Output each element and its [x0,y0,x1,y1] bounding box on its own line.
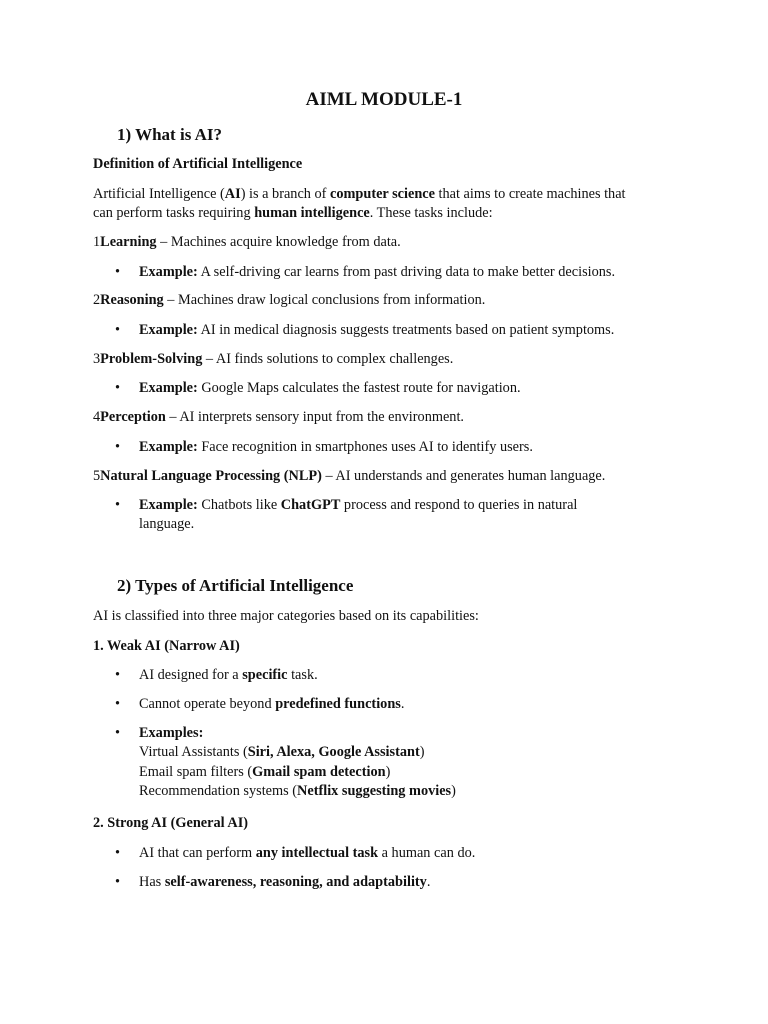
intro-line-2: can perform tasks requiring human intelligence. These tasks include: [93,205,493,221]
bullet-icon: • [115,439,121,455]
section2-heading: 2) Types of Artificial Intelligence [117,576,354,595]
weak-ai-example: Email spam filters (Gmail spam detection) [139,764,391,780]
example-text: Example: Google Maps calculates the fastest route for navigation. [139,380,521,396]
example-text: Example: Face recognition in smartphones uses AI to identify users. [139,439,533,455]
strong-ai-point: Has self-awareness, reasoning, and adaptability. [139,874,431,890]
bullet-icon: • [115,725,121,741]
bullet-icon: • [115,264,121,280]
list-item: 5Natural Language Processing (NLP) – AI understands and generates human language. [93,468,606,484]
list-item: 3Problem-Solving – AI finds solutions to complex challenges. [93,351,454,367]
bullet-icon: • [115,322,121,338]
document-title: AIML MODULE-1 [305,89,463,110]
section2-intro: AI is classified into three major categories based on its capabilities: [93,608,479,624]
section1-subheading: Definition of Artificial Intelligence [93,156,303,172]
example-text-continued: language. [139,516,195,532]
bullet-icon: • [115,874,121,890]
strong-ai-point: AI that can perform any intellectual task a human can do. [139,845,476,861]
bullet-icon: • [115,667,121,683]
bullet-icon: • [115,497,121,513]
list-item: 1Learning – Machines acquire knowledge from data. [93,234,401,250]
weak-ai-point: Cannot operate beyond predefined functions. [139,696,405,712]
example-text: Example: Chatbots like ChatGPT process and respond to queries in natural [139,497,578,513]
bullet-icon: • [115,845,121,861]
weak-ai-example: Recommendation systems (Netflix suggesting movies) [139,783,456,799]
example-text: Example: AI in medical diagnosis suggests treatments based on patient symptoms. [139,322,615,338]
weak-ai-examples-label: Examples: [139,725,204,741]
bullet-icon: • [115,380,121,396]
list-item: 4Perception – AI interprets sensory input from the environment. [93,409,465,425]
strong-ai-heading: 2. Strong AI (General AI) [93,815,249,831]
section1-heading: 1) What is AI? [117,125,223,144]
example-text: Example: A self-driving car learns from past driving data to make better decisions. [139,264,616,280]
intro-line-1: Artificial Intelligence (AI) is a branch of computer science that aims to create machines that [93,186,626,202]
bullet-icon: • [115,696,121,712]
weak-ai-point: AI designed for a specific task. [139,667,318,683]
list-item: 2Reasoning – Machines draw logical conclusions from information. [93,292,486,308]
weak-ai-example: Virtual Assistants (Siri, Alexa, Google Assistant) [139,744,425,760]
weak-ai-heading: 1. Weak AI (Narrow AI) [93,638,240,654]
